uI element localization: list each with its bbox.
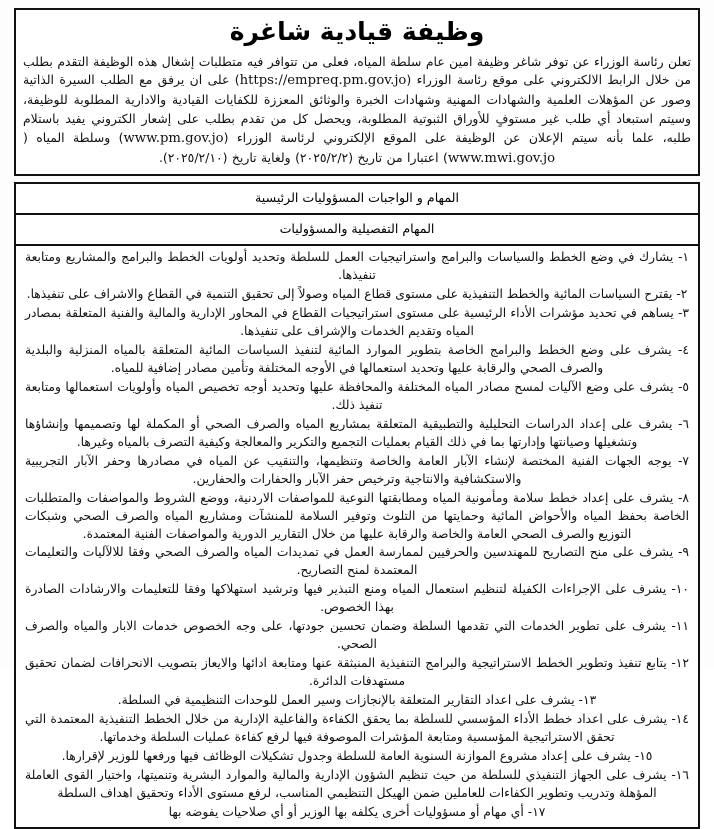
duties-body bbox=[16, 246, 698, 827]
list-item: ١- يشارك في وضع الخطط والسياسات والبرامج واستراتيجيات العمل للسلطة وتحديد أولويات الخطط والبرامج والمشاريع ومتابعة تنفيذها. bbox=[25, 250, 689, 283]
list-item: ١٤- يشرف على اعداد خطط الأداء المؤسسي للسلطة بما يحقق الكفاءة والفاعلية الإدارية من خلال الخطط التنفيذية المعتمدة التي تحقق الاستراتيجية المؤسسية ومتابعة المؤشرات الموصوفة فيها لرفع كفاءة عمليات السلطة وخدماتها. bbox=[25, 712, 689, 744]
intro-text-part4: ) اعتبارا من تاريخ (٢٠٢٥/٢/٢) ولغاية تاريخ (٢٠٢٥/٢/١٠). bbox=[158, 150, 448, 166]
intro-text-part2: ) على ان يرفق مع الطلب السيرة الذاتية وصور عن المؤهلات العلمية والشهادات المهنية وشهادات الخبرة والوثائق المعززة للكفايات القيادية والادارية المطلوبة للوظيفة، وسيتم استبعاد أي طلب غير مستوفٍ للأوراق الثبوتية المطلوبة، ويحصل كل من تقدم بطلب على إشعار الكتروني يفيد باستلام طلبه، علما بأنه سيتم الإعلان عن الوظيفة على الموقع الإلكتروني لرئاسة الوزراء ( bbox=[23, 72, 691, 146]
list-item: ٣- يساهم في تحديد مؤشرات الأداء الرئيسية على مستوى استراتيجيات القطاع في المحاور الإدارية والمالية والفنية المتعلقة بمصادر المياه وتقديم الخدمات والإشراف على تنفيذها. bbox=[25, 306, 689, 339]
list-item: ٩- يشرف على منح التصاريح للمهندسين والحرفيين لممارسة العمل في تمديدات المياه والصرف الصحي وفقا للالآليات والتعليمات المعتمدة لمنح التصاريح. bbox=[25, 545, 689, 578]
list-item: ٤- يشرف على وضع الخطط والبرامج الخاصة بتطوير الموارد المائية لتنفيذ السياسات المائية المتعلقة بالمياه المنزلية والبلدية والصرف الصحي والرقابة عليها وتحديد استعمالها في الأوجه المختلفة وتأمين مصادر إضافية للمياه. bbox=[25, 342, 689, 375]
table-header-sub: المهام التفصيلية والمسؤوليات bbox=[16, 215, 698, 246]
list-item: ٨- يشرف على إعداد خطط سلامة ومأمونية المياه ومطابقتها النوعية للمواصفات الاردنية، ووضع الشروط والمواصفات والمتطلبات الخاصة بحفظ المياه والأحواض المائية وحمايتها من التلوث وتوفير السلامة للمنشآت ومشاريع المياه والصرف الصحي وشبكات التوزيع والصرف الصحي العامة والخاصة والرقابة عليها من خلال التقارير الدورية والمواصفات الفنية المعتمدة. bbox=[25, 490, 689, 541]
list-item: ١٧- أي مهام أو مسؤوليات أخرى يكلفه بها الوزير أو أي صلاحيات يفوضه بها bbox=[168, 804, 546, 819]
pm-gov-url[interactable]: www.pm.gov.jo bbox=[123, 131, 224, 147]
list-item: ١٣- يشرف على اعداد التقارير المتعلقة بالإنجازات وسير العمل للوحدات التنظيمية في السلطة. bbox=[117, 693, 597, 708]
list-item: ٧- يوجه الجهات الفنية المختصة لإنشاء الآبار العامة والخاصة وتنظيمها، والتنقيب عن المياه في مصادرها وحفر الآبار التجريبية والاستكشافية والانتاجية وترخيص حفر الآبار والحفارات والحفارين. bbox=[25, 453, 689, 486]
list-item: ١٢- يتابع تنفيذ وتطوير الخطط الاستراتيجية والبرامج التنفيذية المنبثقة عنها ومتابعة ادائها والايعاز بتصويب الانحرافات لضمان تحقيق مستهدفات الدائرة. bbox=[25, 656, 689, 689]
intro-text-part1: تعلن رئاسة الوزراء عن توفر شاغر وظيفة امين عام سلطة المياه، فعلى من تتوافر فيه متطلبات إشغال هذه الوظيفة التقدم بطلب من خلال الرابط الالكتروني على موقع رئاسة الوزراء ( bbox=[23, 53, 692, 88]
intro-text-part3: ) وسلطة المياه ( bbox=[23, 130, 124, 146]
list-item: ٥- يشرف على وضع الآليات لمسح مصادر المياه المختلفة والمحافظة عليها وتحديد أوجه تخصيص المياه وأولويات استعمالها ومتابعة تنفيذ ذلك. bbox=[25, 379, 689, 412]
announcement-paragraph bbox=[23, 53, 691, 170]
mwi-gov-url[interactable]: www.mwi.gov.jo bbox=[447, 151, 556, 167]
list-item: ٦- يشرف على إعداد الدراسات التحليلية والتطبيقية المتعلقة بمشاريع المياه والصرف الصحي أو المكملة لها وتصميمها وإنشاؤها وتشغيلها وصيانتها وإدارتها بما في ذلك القيام بعمليات التجميع والتكرير والمعالجة وكيفية التصرف بالمياه وغيرها. bbox=[25, 416, 689, 449]
list-item: ١٥- يشرف على إعداد مشروع الموازنة السنوية العامة للسلطة وجدول تشكيلات الوظائف فيها ورفعها للوزير لإقرارها. bbox=[61, 748, 653, 763]
list-item: ١٠- يشرف على الإجراءات الكفيلة لتنظيم استعمال المياه ومنع التبذير فيها وترشيد استهلاكها وفقا للتعليمات والارشادات الصادرة بهذا الخصوص. bbox=[25, 582, 689, 615]
list-item: ١٦- يشرف على الجهاز التنفيذي للسلطة من حيث تنظيم الشؤون الإدارية والمالية والموارد البشرية وتنميتها، واختيار القوى العاملة المؤهلة وتدريب وتطوير الكفاءات للعاملين ضمن الهيكل التنظيمي المناسب، لرفع مستوى الأداء وتحقيق اهداف السلطة bbox=[25, 767, 689, 800]
page-title: وظيفة قيادية شاغرة bbox=[229, 17, 485, 46]
empreq-portal-url[interactable]: https://empreq.pm.gov.jo bbox=[239, 73, 407, 89]
duties-list bbox=[25, 249, 689, 822]
duties-table bbox=[14, 182, 700, 829]
announcement-box bbox=[14, 8, 700, 176]
list-item: ٢- يقترح السياسات المائية والخطط التنفيذية على مستوى قطاع المياه وصولاً إلى تحقيق التنمية في القطاع والاشراف على تنفيذها. bbox=[26, 287, 688, 302]
table-header-main: المهام و الواجبات المسؤوليات الرئيسية bbox=[16, 184, 698, 215]
list-item: ١١- يشرف على تطوير الخدمات التي تقدمها السلطة وضمان تحسين جودتها، على وجه الخصوص خدمات الابار والمياه والصرف الصحي. bbox=[25, 619, 689, 652]
